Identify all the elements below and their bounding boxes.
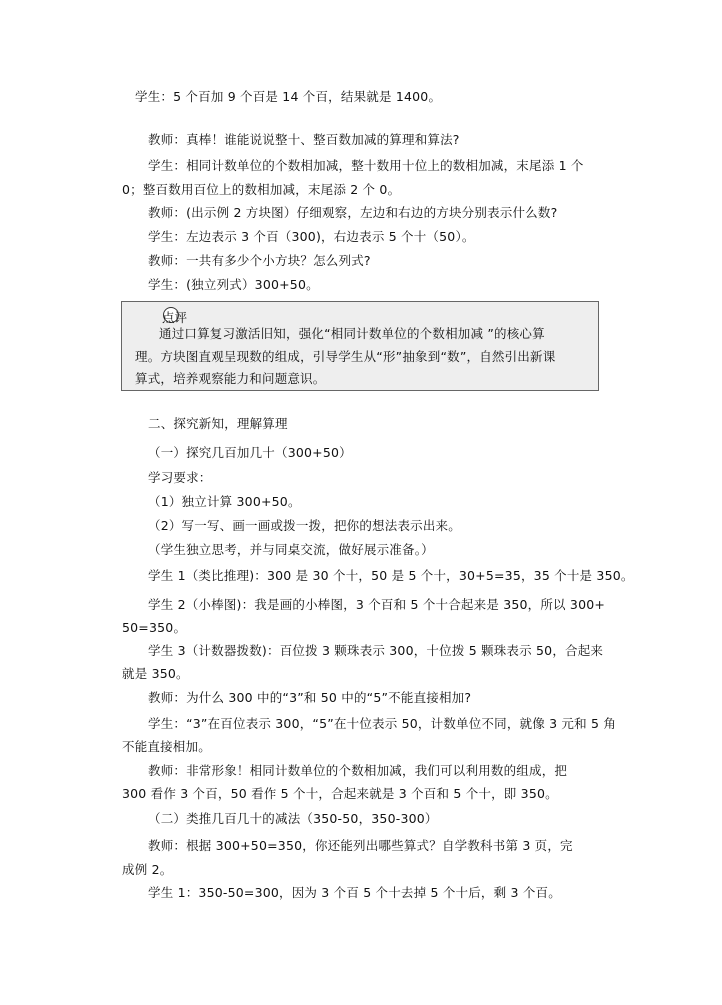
text-line: 教师：一共有多少个小方块？怎么列式? xyxy=(148,253,371,268)
commentary-title: 点评 xyxy=(162,310,188,325)
text-line: 教师：真棒！谁能说说整十、整百数加减的算理和算法? xyxy=(148,132,460,147)
text-line: 教师：为什么 300 中的“3”和 50 中的“5”不能直接相加? xyxy=(148,690,472,705)
text-line: 学生：相同计数单位的个数相加减，整十数用十位上的数相加减，末尾添 1 个 xyxy=(148,158,584,173)
commentary-box xyxy=(121,301,599,391)
text-line: 50=350。 xyxy=(122,620,187,635)
commentary-line: 算式，培养观察能力和问题意识。 xyxy=(135,371,326,386)
text-line: 学生 3（计数器拨数)：百位拨 3 颗珠表示 300，十位拨 5 颗珠表示 50，合起来 xyxy=(148,643,604,658)
text-line: 不能直接相加。 xyxy=(122,739,211,754)
text-line: 学生：左边表示 3 个百（300)，右边表示 5 个十（50）。 xyxy=(148,229,475,244)
text-line: 成例 2。 xyxy=(122,862,173,877)
text-line: （2）写一写、画一画或拨一拨，把你的想法表示出来。 xyxy=(148,518,461,533)
text-line: （1）独立计算 300+50。 xyxy=(148,494,301,509)
text-line: 学生 1：350-50=300，因为 3 个百 5 个十去掉 5 个十后，剩 3 个百。 xyxy=(148,885,561,900)
text-line: 就是 350。 xyxy=(122,666,189,681)
text-line: 教师：非常形象！相同计数单位的个数相加减，我们可以利用数的组成，把 xyxy=(148,763,568,778)
subsection-heading: （二）类推几百几十的减法（350-50，350-300） xyxy=(148,811,438,826)
text-line: 教师：根据 300+50=350，你还能列出哪些算式？自学教科书第 3 页，完 xyxy=(148,838,573,853)
text-line: 学生：“3”在百位表示 300，“5”在十位表示 50，计数单位不同，就像 3 元和 5 角 xyxy=(148,716,617,731)
text-line: 学生 2（小棒图)：我是画的小棒图，3 个百和 5 个十合起来是 350，所以 300+ xyxy=(148,597,606,612)
text-line: 学习要求： xyxy=(148,470,212,485)
section-heading: 二、探究新知，理解算理 xyxy=(148,416,288,431)
text-line: 300 看作 3 个百，50 看作 5 个十，合起来就是 3 个百和 5 个十，即 350。 xyxy=(122,786,558,801)
commentary-line: 通过口算复习激活旧知，强化“相同计数单位的个数相加减 ”的核心算 xyxy=(159,326,545,341)
text-line: 0；整百数用百位上的数相加减，末尾添 2 个 0。 xyxy=(122,182,401,197)
text-line: 学生 1（类比推理)：300 是 30 个十，50 是 5 个十，30+5=35，35 个十是 350。 xyxy=(148,568,634,583)
text-line: （学生独立思考，并与同桌交流，做好展示准备。） xyxy=(148,542,434,557)
text-line: 教师：(出示例 2 方块图）仔细观察，左边和右边的方块分别表示什么数? xyxy=(148,205,558,220)
subsection-heading: （一）探究几百加几十（300+50） xyxy=(148,445,352,460)
commentary-line: 理。方块图直观呈现数的组成，引导学生从“形”抽象到“数”，自然引出新课 xyxy=(135,349,556,364)
text-line: 学生：(独立列式）300+50。 xyxy=(148,277,319,292)
text-line: 学生：5 个百加 9 个百是 14 个百，结果就是 1400。 xyxy=(135,89,442,104)
